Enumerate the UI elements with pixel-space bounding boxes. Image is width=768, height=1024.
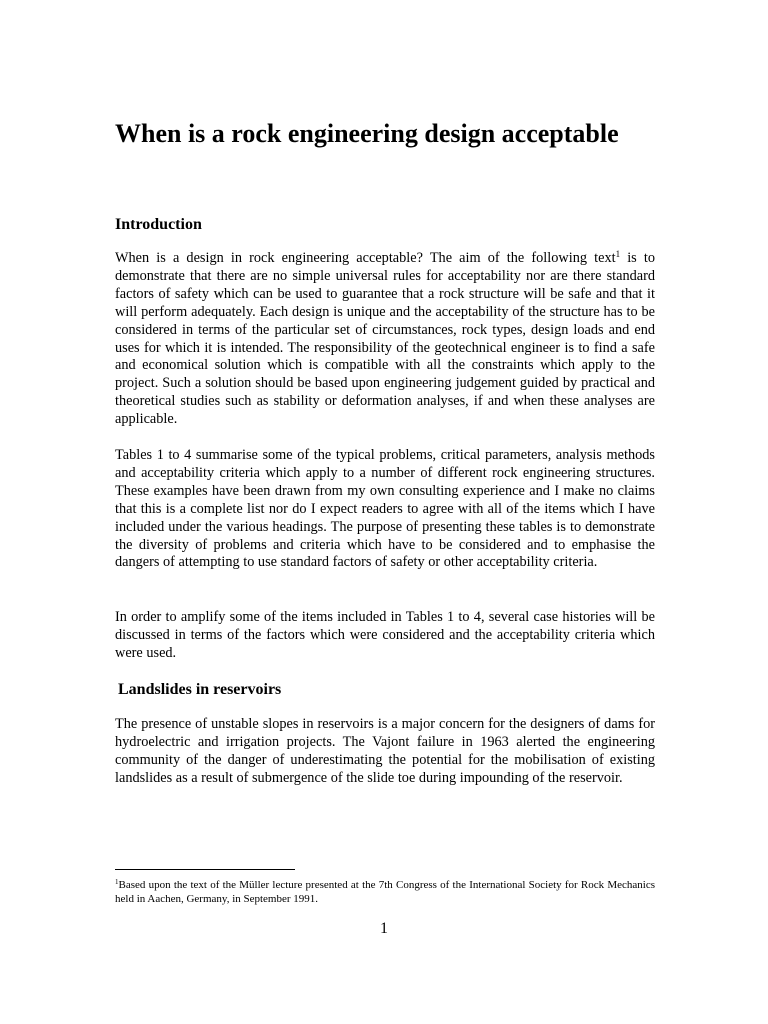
footnote-text: Based upon the text of the Müller lecture presented at the 7th Congress of the International Society for Rock Mechanics held in Aachen, Germany, in September 1991. xyxy=(115,879,655,905)
page-title: When is a rock engineering design acceptable xyxy=(115,119,619,148)
footnote-reference: 1 xyxy=(615,249,621,259)
heading-introduction: Introduction xyxy=(115,216,202,233)
intro-paragraph-1-lead: When is a design in rock engineering acceptable? The aim of the following text xyxy=(115,250,616,266)
intro-paragraph-2: Tables 1 to 4 summarise some of the typical problems, critical parameters, analysis methods and acceptability criteria which apply to a number of different rock engineering structures. These examples have been drawn from my own consulting experience and I make no claims that this is a complete list nor do I expect readers to agree with all of the items which I have included under the various headings. The purpose of presenting these tables is to demonstrate the diversity of problems and criteria which have to be considered and to emphasise the dangers of attempting to use standard factors of safety or other acceptability criteria. xyxy=(115,447,655,571)
intro-paragraph-1 xyxy=(115,250,655,429)
intro-paragraph-3: In order to amplify some of the items included in Tables 1 to 4, several case histories will be discussed in terms of the factors which were considered and the acceptability criteria which were used. xyxy=(115,609,655,661)
landslides-paragraph-1: The presence of unstable slopes in reservoirs is a major concern for the designers of dams for hydroelectric and irrigation projects. The Vajont failure in 1963 alerted the engineering community of the danger of underestimating the potential for the mobilisation of existing landslides as a result of submergence of the slide toe during impounding of the reservoir. xyxy=(115,716,655,786)
page-number: 1 xyxy=(380,920,388,937)
footnote-separator xyxy=(115,869,295,870)
footnote xyxy=(115,878,655,906)
intro-paragraph-1-rest: is to demonstrate that there are no simple universal rules for acceptability nor are there standard factors of safety which can be used to guarantee that a rock structure will be safe and that it will perform adequately. Each design is unique and the acceptability of the structure has to be considered in terms of the particular set of circumstances, rock types, design loads and end uses for which it is intended. The responsibility of the geotechnical engineer is to find a safe and economical solution which is compatible with all the constraints which apply to the project. Such a solution should be based upon engineering judgement guided by practical and theoretical studies such as stability or deformation analyses, if and when these analyses are applicable. xyxy=(115,250,656,428)
heading-landslides-in-reservoirs: Landslides in reservoirs xyxy=(118,681,282,698)
footnote-marker: 1 xyxy=(115,878,119,886)
